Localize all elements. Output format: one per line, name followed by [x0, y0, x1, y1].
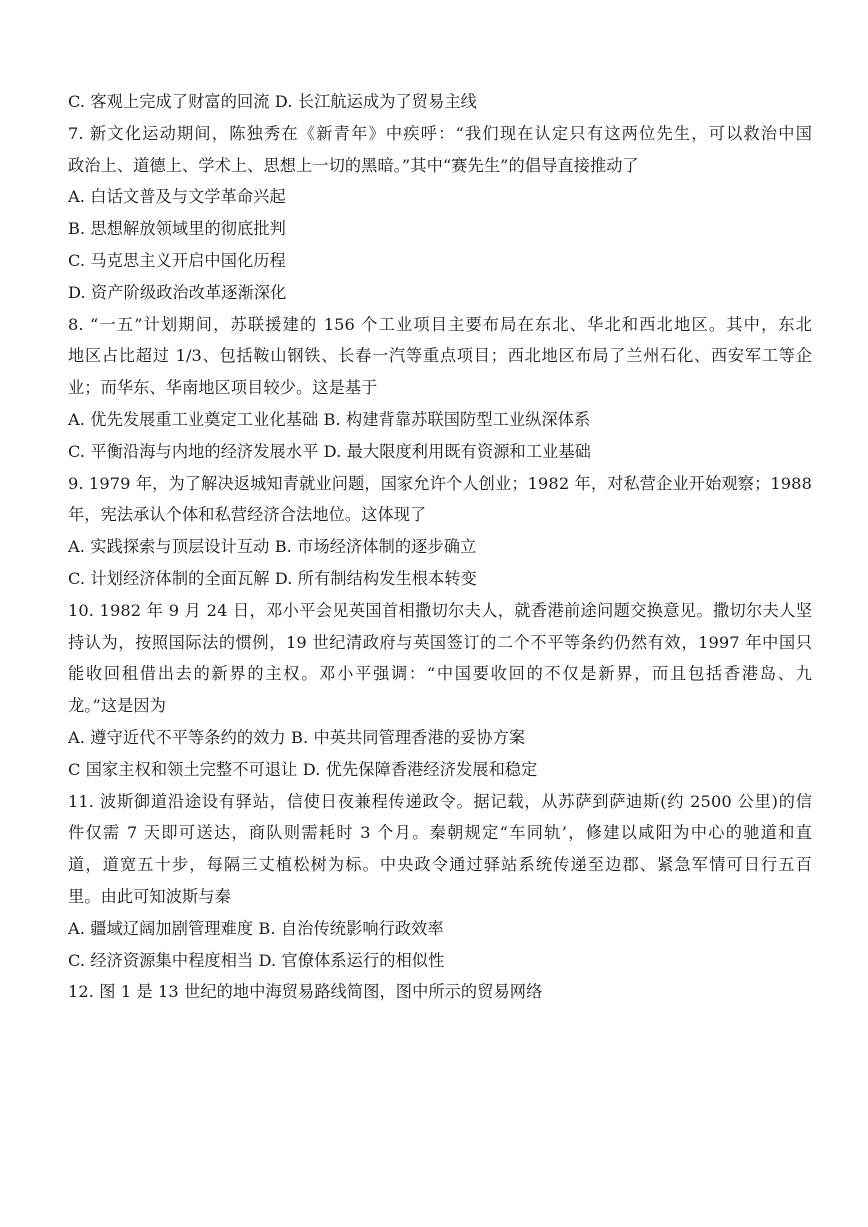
- answer-option-line: D. 资产阶级政治改革逐渐深化: [68, 282, 287, 302]
- question-text-line: 道，道宽五十步，每隔三丈植松树为标。中央政令通过驿站系统传递至边郡、紧急军情可日行五百: [68, 855, 812, 875]
- answer-option-line: A. 实践探索与顶层设计互动 B. 市场经济体制的逐步确立: [68, 537, 477, 557]
- question-text-line: 9. 1979 年，为了解决返城知青就业问题，国家允许个人创业；1982 年，对私营企业开始观察；1988: [68, 473, 812, 493]
- question-text-line: 10. 1982 年 9 月 24 日，邓小平会见英国首相撒切尔夫人，就香港前途问题交换意见。撒切尔夫人坚: [68, 600, 812, 620]
- answer-option-line: B. 思想解放领域里的彻底批判: [68, 219, 286, 239]
- answer-option-line: A. 疆域辽阔加剧管理难度 B. 自治传统影响行政效率: [68, 918, 444, 938]
- question-text-line: 里。由此可知波斯与秦: [68, 886, 231, 906]
- answer-option-line: A. 遵守近代不平等条约的效力 B. 中英共同管理香港的妥协方案: [68, 727, 526, 747]
- question-text-line: 8. “一五”计划期间，苏联援建的 156 个工业项目主要布局在东北、华北和西北地区。其中，东北: [68, 314, 812, 334]
- question-text-line: 能收回租借出去的新界的主权。邓小平强调：“中国要收回的不仅是新界，而且包括香港岛、九: [68, 664, 812, 684]
- answer-option-line: C. 平衡沿海与内地的经济发展水平 D. 最大限度利用既有资源和工业基础: [68, 441, 591, 461]
- question-text-line: 12. 图 1 是 13 世纪的地中海贸易路线简图，图中所示的贸易网络: [68, 982, 543, 1002]
- question-text-line: 政治上、道德上、学术上、思想上一切的黑暗。”其中“赛先生”的倡导直接推动了: [68, 155, 639, 175]
- question-text-line: 11. 波斯御道沿途设有驿站，信使日夜兼程传递政令。据记载，从苏萨到萨迪斯(约 2500 公里)的信: [68, 791, 812, 811]
- exam-page: [68, 86, 812, 1008]
- question-text-line: 7. 新文化运动期间，陈独秀在《新青年》中疾呼：“我们现在认定只有这两位先生，可以救治中国: [68, 123, 812, 143]
- answer-option-line: A. 优先发展重工业奠定工业化基础 B. 构建背靠苏联国防型工业纵深体系: [68, 409, 591, 429]
- question-text-line: 业；而华东、华南地区项目较少。这是基于: [68, 378, 378, 398]
- question-text-line: 年，宪法承认个体和私营经济合法地位。这体现了: [68, 505, 427, 525]
- answer-option-line: C. 马克思主义开启中国化历程: [68, 250, 286, 270]
- answer-option-line: A. 白话文普及与文学革命兴起: [68, 187, 286, 207]
- question-text-line: 件仅需 7 天即可送达，商队则需耗时 3 个月。秦朝规定“车同轨’，修建以咸阳为中心的驰道和直: [68, 823, 812, 843]
- question-text-line: 龙。”这是因为: [68, 696, 167, 716]
- answer-option-line: C. 经济资源集中程度相当 D. 官僚体系运行的相似性: [68, 950, 445, 970]
- answer-option-line: C 国家主权和领土完整不可退让 D. 优先保障香港经济发展和稳定: [68, 759, 538, 779]
- question-text-line: 地区占比超过 1/3、包括鞍山钢铁、长春一汽等重点项目；西北地区布局了兰州石化、西安军工等企: [68, 346, 812, 366]
- answer-option-line: C. 客观上完成了财富的回流 D. 长江航运成为了贸易主线: [68, 92, 477, 111]
- answer-option-line: C. 计划经济体制的全面瓦解 D. 所有制结构发生根本转变: [68, 568, 477, 588]
- question-text-line: 持认为，按照国际法的惯例，19 世纪清政府与英国签订的二个不平等条约仍然有效，1997 年中国只: [68, 632, 812, 652]
